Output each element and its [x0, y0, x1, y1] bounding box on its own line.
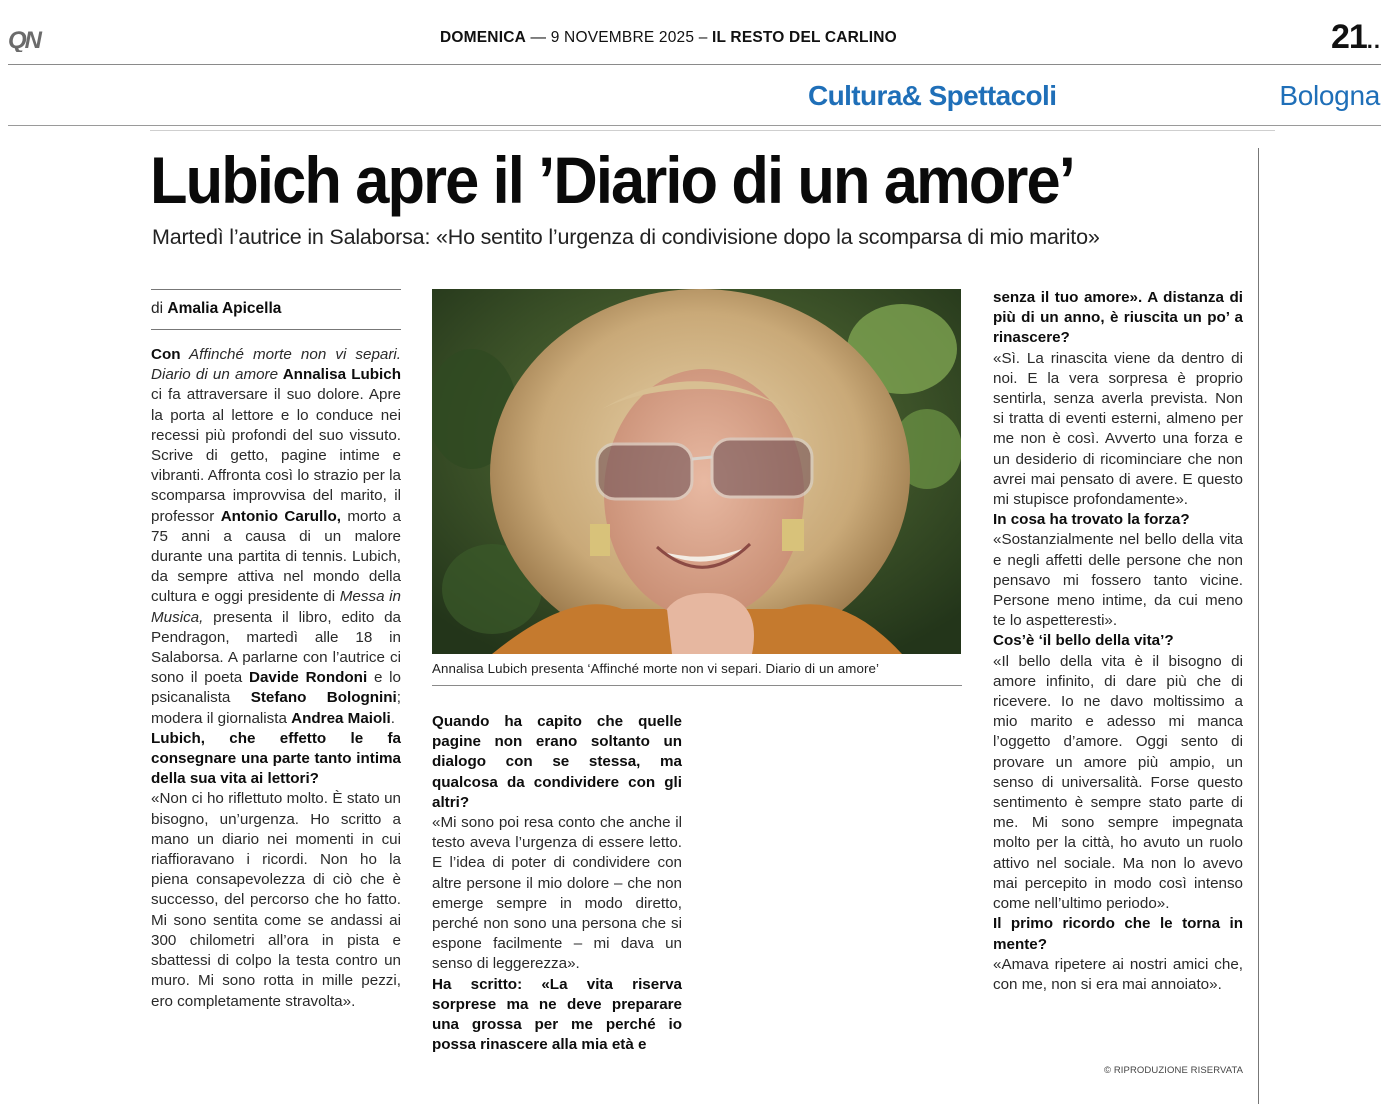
book-title: Affinché morte non vi separi. Diario di un amore — [151, 346, 401, 384]
lead-paragraph — [151, 345, 401, 729]
name-bolognini: Stefano Bolognini — [250, 689, 397, 707]
lead-text: ci fa attraversare il suo dolore. Apre la porta al lettore e lo conduce nei recessi più profondi del suo vissuto. Scrive di getto, pagine intime e vibranti. Affronta così lo strazio per la scomparsa improvvisa del marito, il professor — [151, 386, 401, 525]
name-lubich: Annalisa Lubich — [278, 366, 401, 384]
svg-text:QN: QN — [8, 28, 40, 52]
lead-text: morto a 75 anni a causa di un malore durante una partita di tennis. Lubich, da sempre attiva nel mondo della cultura e oggi presidente di — [151, 507, 401, 606]
page-number — [1331, 18, 1381, 57]
photo-portrait-icon — [432, 289, 961, 654]
question-5: Cos’è ‘il bello della vita’? — [993, 632, 1174, 650]
masthead-day: DOMENICA — [440, 29, 526, 46]
byline-divider-top — [151, 289, 401, 290]
masthead-dash: — — [530, 29, 547, 46]
section-divider — [8, 125, 1381, 126]
lead-bold: Con — [151, 346, 181, 363]
section-title: Cultura& Spettacoli — [808, 80, 1057, 111]
masthead-dateline — [440, 29, 960, 47]
answer-5: «Il bello della vita è il bisogno di amore infinito, di dare più che di ricevere. Io ne davo moltissimo a mio marito e adesso mi manca l’oggetto d’amore. Oggi sento di provare un amore più ampio, un senso di universalità. Forse questo sentimento è sempre stato parte di me. Mi sono sempre impegnata molto per la città, ho avuto un ruolo attivo nel sociale. Ma non lo avevo mai percepito in modo così intenso come nell’ultimo periodo». — [993, 652, 1243, 913]
caption-divider — [432, 685, 962, 686]
column-divider-vertical — [1258, 148, 1259, 1104]
page-number-dots: .. — [1366, 28, 1381, 53]
section-divider-thin — [150, 130, 1275, 131]
byline-prefix: di — [151, 300, 164, 317]
question-4: In cosa ha trovato la forza? — [993, 511, 1190, 529]
name-rondoni: Davide Rondoni — [249, 669, 368, 687]
masthead-dash: – — [698, 29, 708, 46]
article-column-3 — [993, 288, 1243, 995]
masthead-newspaper: IL RESTO DEL CARLINO — [712, 29, 897, 46]
answer-6: «Amava ripetere ai nostri amici che, con me, non si era mai annoiato». — [993, 955, 1243, 993]
byline — [151, 300, 281, 318]
name-carullo: Antonio Carullo, — [220, 507, 341, 525]
lead-text: ; modera il giornalista — [151, 689, 401, 727]
question-6: Il primo ricordo che le torna in mente? — [993, 915, 1243, 953]
answer-3: «Sì. La rinascita viene da dentro di noi. E la vera sorpresa è proprio sentirla, senza averla prevista. Non si tratta di eventi esterni, almeno per me non è così. Avverto una forza e un desiderio di ricominciare che non avrei mai pensato di avere. E questo mi stupisce profondamente». — [993, 349, 1243, 509]
section-city: Bologna — [1279, 80, 1380, 111]
photo-caption: Annalisa Lubich presenta ‘Affinché morte non vi separi. Diario di un amore’ — [432, 661, 880, 676]
question-1: Lubich, che effetto le fa consegnare una parte tanto intima della sua vita ai lettori? — [151, 729, 401, 788]
lead-text: e lo psicanalista — [151, 669, 401, 707]
article-subhead: Martedì l’autrice in Salaborsa: «Ho sentito l’urgenza di condivisione dopo la scomparsa di mio marito» — [152, 225, 1100, 249]
org-messa-in-musica: Messa in Musica, — [151, 588, 401, 626]
answer-4: «Sostanzialmente nel bello della vita e negli affetti delle persone che non pensavo mi fossero tanto vicine. Persone meno intime, da cui meno te lo aspetteresti». — [993, 531, 1243, 630]
article-photo — [432, 289, 961, 654]
article-headline: Lubich apre il ’Diario di un amore’ — [150, 143, 1074, 217]
answer-2: «Mi sono poi resa conto che anche il testo aveva l’urgenza di essere letto. E l’idea di poter di condividere con altre persone il mio dolore – che non emerge sempre in modo diretto, perché non sono una persona che si espone facilmente – mi dava un senso di leggerezza». — [432, 814, 682, 973]
qn-logo-icon — [8, 28, 66, 52]
lead-text: . — [390, 709, 395, 727]
question-3-start: Ha scritto: «La vita riserva sorprese ma ne deve preparare una grossa per me perché io possa rinascere alla mia età e — [432, 975, 682, 1054]
answer-1: «Non ci ho riflettuto molto. È stato un bisogno, un’urgenza. Ho scritto a mano un diario nei momenti in cui riaffioravano i ricordi. Non ho la piena consapevolezza di ciò che è successo, del percorso che ho fatto. Mi sono sentita come se andassi ai 300 chilometri all’ora in pista e sbattessi di colpo la testa contro un muro. Mi sono rotta in mille pezzi, ero completamente stravolta». — [151, 790, 401, 1010]
masthead-date: 9 NOVEMBRE 2025 — [550, 29, 695, 46]
byline-divider-bottom — [151, 329, 401, 330]
name-maioli: Andrea Maioli — [291, 709, 391, 727]
article-column-2 — [432, 712, 682, 1055]
masthead-divider — [8, 64, 1381, 65]
page-number-value: 21 — [1330, 18, 1367, 56]
question-2: Quando ha capito che quelle pagine non erano soltanto un dialogo con se stessa, ma qualcosa da condividere con gli altri? — [432, 713, 682, 811]
byline-author: Amalia Apicella — [167, 300, 282, 317]
copyright-notice: © RIPRODUZIONE RISERVATA — [1104, 1065, 1244, 1076]
lead-text: presenta il libro, edito da Pendragon, martedì alle 18 in Salaborsa. A parlarne con l’autrice ci sono il poeta — [151, 608, 401, 687]
question-3-end: senza il tuo amore». A distanza di più di un anno, è riuscita un po’ a rinascere? — [993, 289, 1243, 347]
article-column-1 — [151, 345, 401, 1012]
qn-logo — [8, 28, 66, 52]
